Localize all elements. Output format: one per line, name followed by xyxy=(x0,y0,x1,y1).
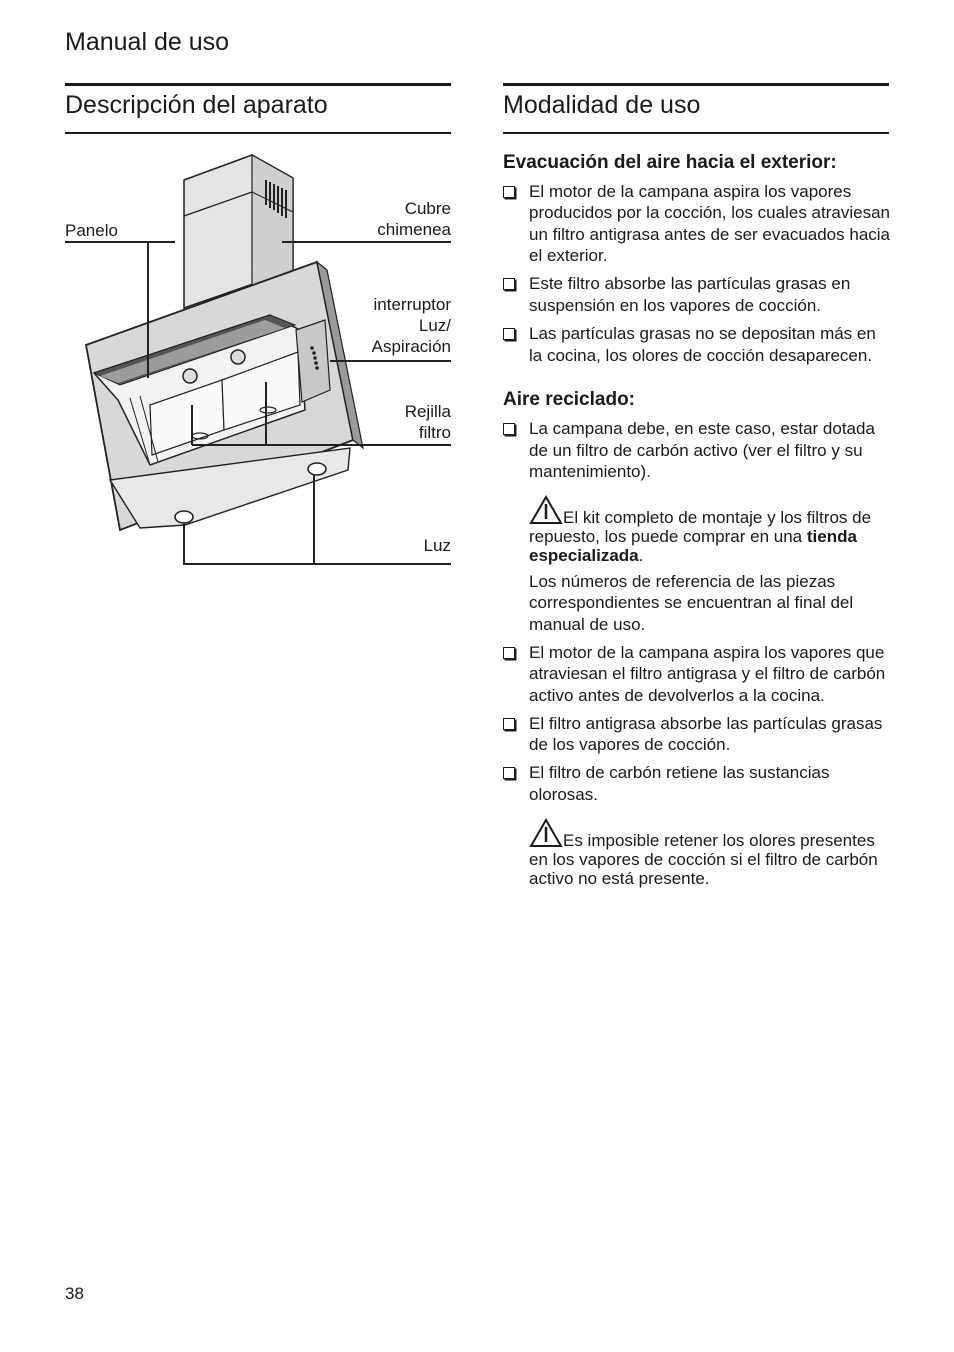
checkbox-bullet-icon xyxy=(503,328,515,340)
label-rejilla-line1: Rejilla xyxy=(404,402,451,421)
right-column-content xyxy=(503,152,893,894)
label-interruptor xyxy=(372,294,451,357)
checkbox-bullet-icon xyxy=(503,647,515,659)
list-item: El filtro antigrasa absorbe las partículas grasas de los vapores de cocción. xyxy=(503,713,893,756)
list-item: El filtro de carbón retiene las sustancias olorosas. xyxy=(503,762,893,805)
label-cubre-line1: Cubre xyxy=(404,199,451,218)
reciclado-bullet-list xyxy=(503,642,893,806)
list-item: Las partículas grasas no se depositan más en la cocina, los olores de cocción desaparecen. xyxy=(503,323,893,366)
checkbox-bullet-icon xyxy=(503,767,515,779)
label-cubre-chimenea xyxy=(377,198,451,240)
heading-aire-reciclado: Aire reciclado: xyxy=(503,389,635,411)
bold-tienda-especializada: tienda especializada xyxy=(529,526,857,565)
left-title-top-rule xyxy=(65,83,451,86)
right-title-top-rule xyxy=(503,83,889,86)
label-interruptor-line2: Luz/ xyxy=(418,316,451,335)
left-section-title: Descripción del aparato xyxy=(65,91,328,119)
page-header: Manual de uso xyxy=(65,28,230,56)
reciclado-intro-list xyxy=(503,418,893,483)
list-item: El motor de la campana aspira los vapores que atraviesan el filtro antigrasa y el filtro de carbón activo antes de devolverlos a la cocina. xyxy=(503,642,893,707)
label-rejilla-line2: filtro xyxy=(418,423,451,442)
label-luz: Luz xyxy=(423,536,451,555)
checkbox-bullet-icon xyxy=(503,278,515,290)
label-cubre-line2: chimenea xyxy=(377,220,451,239)
list-item: La campana debe, en este caso, estar dotada de un filtro de carbón activo (ver el filtro y su mantenimiento). xyxy=(503,418,893,483)
checkbox-bullet-icon xyxy=(503,718,515,730)
right-section-title: Modalidad de uso xyxy=(503,91,701,119)
label-panelo: Panelo xyxy=(65,221,118,240)
chimney-cover-side xyxy=(252,155,293,292)
control-switch-panel xyxy=(296,320,330,402)
list-item: Este filtro absorbe las partículas grasas en suspensión en los vapores de cocción. xyxy=(503,273,893,316)
label-interruptor-line3: Aspiración xyxy=(371,337,451,356)
left-title-bottom-rule xyxy=(65,132,451,134)
checkbox-bullet-icon xyxy=(503,423,515,435)
right-title-bottom-rule xyxy=(503,132,889,134)
note-olores-warning: Es imposible retener los olores presentes en los vapores de cocción si el filtro de carbón activo no está presente. xyxy=(503,818,893,888)
checkbox-bullet-icon xyxy=(503,186,515,198)
list-item: El motor de la campana aspira los vapores producidos por la cocción, los cuales atraviesan un filtro antigrasa antes de ser evacuados hacia el exterior. xyxy=(503,181,893,267)
note-kit-montaje: El kit completo de montaje y los filtros de repuesto, los puede comprar en una tienda especializada. Los números de referencia de las piezas correspondientes se encuentran al final del manual de uso. xyxy=(503,495,893,636)
heading-evacuacion: Evacuación del aire hacia el exterior: xyxy=(503,152,837,173)
label-rejilla-filtro xyxy=(405,401,451,443)
page-number: 38 xyxy=(65,1284,84,1303)
warning-triangle-icon xyxy=(529,495,563,525)
label-interruptor-line1: interruptor xyxy=(373,295,451,314)
evacuacion-bullet-list xyxy=(503,181,893,367)
light-left xyxy=(175,511,193,523)
note-numeros-referencia: Los números de referencia de las piezas correspondientes se encuentran al final del manual de uso. xyxy=(529,571,854,634)
light-right xyxy=(308,463,326,475)
warning-triangle-icon xyxy=(529,818,563,848)
